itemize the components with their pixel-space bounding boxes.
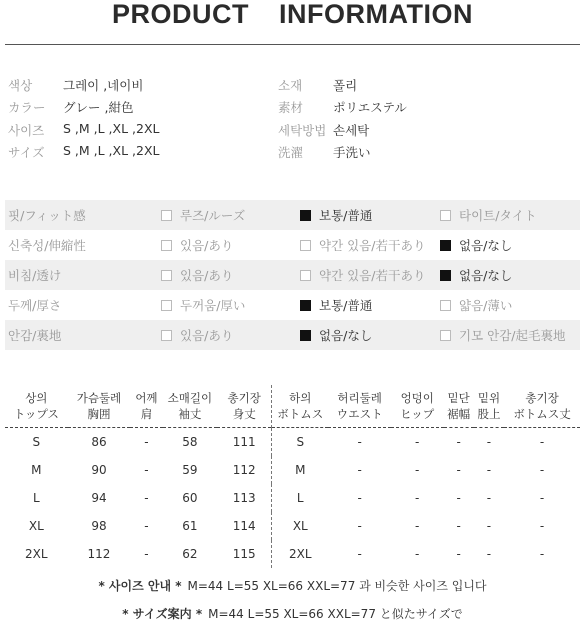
table-row	[5, 484, 580, 512]
table-cell: 90	[91, 463, 107, 477]
fit-option: 약간 있음/若干あり	[300, 236, 426, 254]
table-cell: 112	[87, 547, 111, 561]
header-cell: 총기장 身丈	[217, 385, 272, 428]
note-text: M=44 L=55 XL=66 XXL=77 과 비슷한 사이즈 입니다	[187, 579, 487, 593]
table-cell: 98	[91, 519, 107, 533]
table-cell: -	[456, 519, 461, 533]
table-cell: XL	[292, 519, 308, 533]
title-information: INFORMATION	[279, 0, 473, 29]
header-cell: 밑단 裾幅	[447, 391, 471, 421]
table-cell: -	[144, 435, 149, 449]
fit-label: 안감/裏地	[8, 328, 62, 343]
table-cell: S	[296, 435, 305, 449]
table-cell: 111	[217, 428, 272, 457]
table-cell: 112	[217, 456, 272, 484]
table-cell: -	[415, 491, 420, 505]
info-row	[8, 98, 578, 118]
header-cell: 밑위 股上	[477, 391, 501, 421]
checkbox-icon	[161, 210, 172, 221]
checkbox-checked-icon	[300, 300, 311, 311]
checkbox-checked-icon	[300, 330, 311, 341]
table-cell: -	[486, 463, 492, 477]
table-cell: 114	[217, 512, 272, 540]
table-cell: -	[357, 547, 362, 561]
checkbox-checked-icon	[440, 270, 451, 281]
info-label: 색상	[8, 78, 33, 93]
info-value: 그레이 ,네이비	[63, 78, 144, 93]
table-cell: XL	[28, 519, 44, 533]
info-row	[8, 121, 578, 141]
table-cell: 62	[182, 547, 198, 561]
table-cell: -	[456, 491, 461, 505]
info-row	[8, 76, 578, 96]
fit-row	[5, 200, 580, 230]
table-cell: -	[456, 547, 461, 561]
info-label: 사이즈	[8, 123, 45, 138]
table-cell: -	[486, 519, 492, 533]
table-cell: -	[415, 463, 420, 477]
fit-option: 타이트/タイト	[440, 206, 537, 224]
table-cell: -	[539, 519, 545, 533]
table-cell: -	[415, 547, 420, 561]
title-divider	[5, 44, 580, 45]
table-cell: 59	[182, 463, 198, 477]
fit-option: 있음/あり	[161, 266, 233, 284]
fit-label: 두께/厚さ	[8, 298, 62, 313]
table-cell: -	[486, 491, 492, 505]
table-cell: 58	[182, 435, 198, 449]
info-label: 洗濯	[278, 145, 304, 160]
checkbox-icon	[300, 240, 311, 251]
table-cell: 86	[91, 435, 107, 449]
table-cell: -	[539, 463, 545, 477]
fit-option: 있음/あり	[161, 236, 233, 254]
fit-label: 핏/フィット感	[8, 208, 86, 223]
info-value: S ,M ,L ,XL ,2XL	[63, 121, 160, 136]
table-cell: M	[31, 463, 42, 477]
checkbox-icon	[440, 300, 451, 311]
fit-option: 기모 안감/起毛裏地	[440, 326, 566, 344]
table-cell: 61	[182, 519, 198, 533]
table-cell: M	[295, 463, 306, 477]
checkbox-icon	[161, 240, 172, 251]
fit-option: 두꺼움/厚い	[161, 296, 245, 314]
table-cell: 94	[91, 491, 107, 505]
fit-row	[5, 230, 580, 260]
info-label: 素材	[278, 100, 304, 115]
checkbox-icon	[161, 330, 172, 341]
header-cell: 엉덩이 ヒップ	[400, 391, 435, 421]
table-cell: 2XL	[25, 547, 48, 561]
fit-option: 루즈/ルーズ	[161, 206, 245, 224]
checkbox-icon	[161, 270, 172, 281]
note-heading: * サイズ案内 *	[122, 607, 203, 621]
fit-option: 있음/あり	[161, 326, 233, 344]
info-value: グレー ,紺色	[63, 100, 134, 115]
table-row	[5, 540, 580, 568]
table-row	[5, 456, 580, 484]
table-row	[5, 512, 580, 540]
table-cell: -	[486, 547, 492, 561]
fit-section	[5, 200, 580, 350]
fit-label: 비침/透け	[8, 268, 62, 283]
table-cell: -	[144, 463, 149, 477]
fit-option: 없음/なし	[440, 236, 512, 254]
table-cell: L	[32, 491, 40, 505]
fit-label: 신축성/伸縮性	[8, 238, 86, 253]
page-title	[0, 0, 585, 30]
header-cell: 상의 トップス	[13, 391, 59, 421]
header-cell: 어께 肩	[135, 391, 158, 421]
info-label: サイズ	[8, 145, 45, 160]
info-label: 소재	[278, 78, 303, 93]
checkbox-checked-icon	[300, 210, 311, 221]
table-cell: -	[144, 547, 149, 561]
table-cell: S	[32, 435, 41, 449]
header-cell: 허리둘레 ウエスト	[336, 391, 383, 421]
table-cell: -	[144, 491, 149, 505]
info-value: 폴리	[333, 78, 358, 93]
table-cell: 60	[182, 491, 198, 505]
info-value: 손세탁	[333, 123, 370, 138]
checkbox-icon	[440, 210, 451, 221]
fit-option: 얇음/薄い	[440, 296, 512, 314]
table-cell: -	[415, 519, 420, 533]
info-value: 手洗い	[333, 145, 371, 160]
checkbox-icon	[440, 330, 451, 341]
info-label: 세탁방법	[278, 123, 327, 138]
fit-option: 없음/なし	[300, 326, 372, 344]
fit-option: 약간 있음/若干あり	[300, 266, 426, 284]
fit-row	[5, 290, 580, 320]
table-row	[5, 428, 580, 457]
table-cell: -	[486, 435, 492, 449]
table-cell: L	[296, 491, 304, 505]
fit-row	[5, 320, 580, 350]
size-table	[5, 385, 580, 568]
header-cell: 가슴둘레 胸囲	[76, 391, 122, 421]
title-product: PRODUCT	[112, 0, 249, 29]
fit-option: 보통/普通	[300, 206, 372, 224]
table-cell: -	[539, 491, 545, 505]
table-cell: -	[539, 547, 545, 561]
table-cell: -	[357, 435, 362, 449]
size-note-korean	[0, 577, 585, 594]
table-cell: 2XL	[289, 547, 312, 561]
checkbox-checked-icon	[440, 240, 451, 251]
table-cell: 113	[217, 484, 272, 512]
table-cell: -	[357, 519, 362, 533]
table-cell: 115	[217, 540, 272, 568]
fit-option: 없음/なし	[440, 266, 512, 284]
info-value: S ,M ,L ,XL ,2XL	[63, 143, 160, 158]
info-label: カラー	[8, 100, 46, 115]
table-cell: -	[539, 435, 545, 449]
table-cell: -	[456, 435, 461, 449]
note-heading: * 사이즈 안내 *	[98, 579, 182, 593]
table-cell: -	[357, 491, 362, 505]
table-cell: -	[144, 519, 149, 533]
header-cell: 총기장 ボトムス丈	[513, 391, 571, 421]
checkbox-icon	[161, 300, 172, 311]
table-cell: -	[415, 435, 420, 449]
info-value: ポリエステル	[333, 100, 407, 115]
header-cell: 하의 ボトムス	[277, 391, 324, 421]
fit-row	[5, 260, 580, 290]
size-note-japanese	[0, 605, 585, 622]
size-table-header	[5, 385, 580, 428]
table-cell: -	[456, 463, 461, 477]
fit-option: 보통/普通	[300, 296, 372, 314]
table-cell: -	[357, 463, 362, 477]
header-cell: 소매길이 袖丈	[167, 391, 213, 421]
info-row	[8, 143, 578, 163]
checkbox-icon	[300, 270, 311, 281]
note-text: M=44 L=55 XL=66 XXL=77 と似たサイズで	[208, 607, 463, 621]
